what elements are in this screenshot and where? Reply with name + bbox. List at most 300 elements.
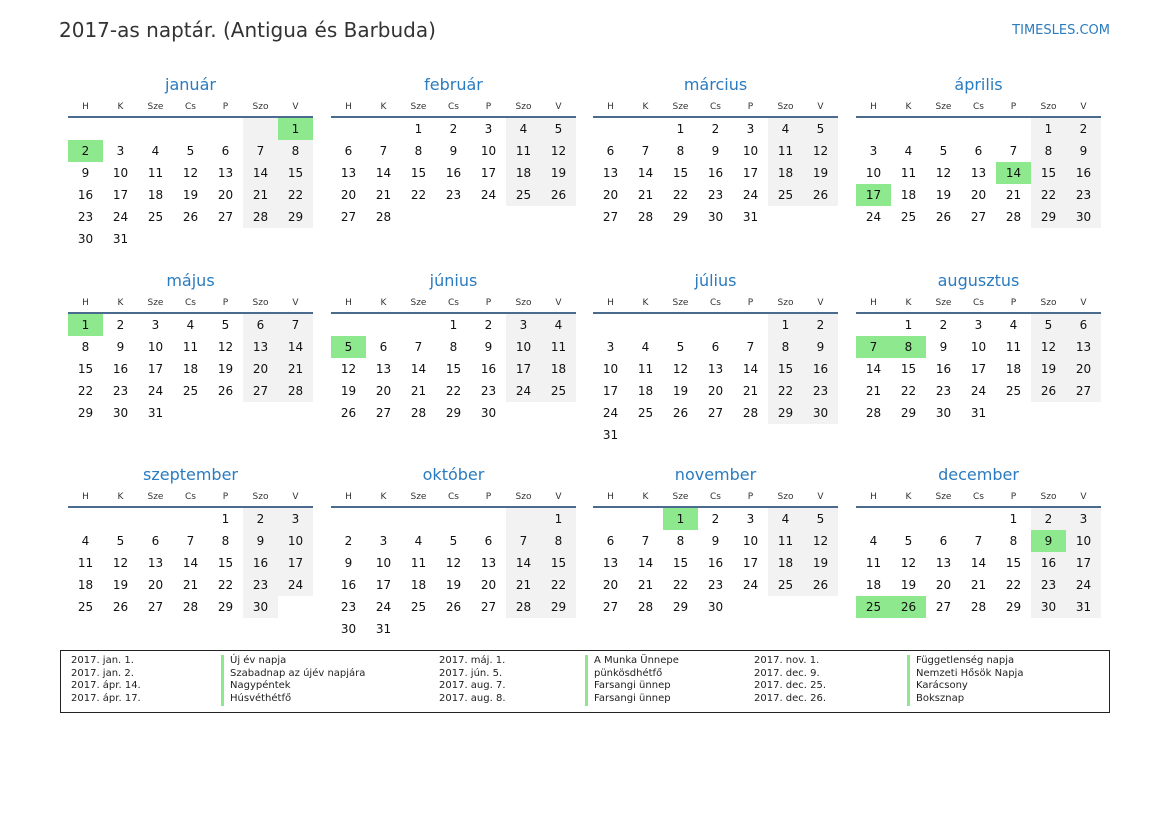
day-cell: 23 xyxy=(480,384,497,398)
day-cell: 26 xyxy=(541,184,576,206)
month-name: augusztus xyxy=(937,271,1020,290)
holiday-date: 2017. ápr. 14. xyxy=(71,680,141,692)
day-cell: 18 xyxy=(768,162,803,184)
empty-day-cell xyxy=(1031,402,1066,424)
empty-day-cell xyxy=(173,508,208,530)
weekday-label: Sze xyxy=(672,102,689,112)
day-cell: 9 xyxy=(1066,140,1101,162)
empty-day-cell xyxy=(506,508,541,530)
holiday-name: Új év napja xyxy=(221,655,365,668)
weekday-label: Szo xyxy=(515,492,532,502)
empty-day-cell xyxy=(768,206,803,228)
month-name: május xyxy=(166,271,215,290)
month-calendar xyxy=(593,464,838,618)
empty-day-cell xyxy=(138,118,173,140)
day-cell: 26 xyxy=(340,406,357,420)
day-cell: 30 xyxy=(480,406,497,420)
day-cell: 23 xyxy=(1031,574,1066,596)
day-cell: 15 xyxy=(278,162,313,184)
day-cell: 29 xyxy=(672,600,689,614)
day-cell: 31 xyxy=(1066,596,1101,618)
weekday-header xyxy=(856,98,1101,116)
month-calendar xyxy=(856,464,1101,618)
day-cell: 11 xyxy=(77,556,94,570)
day-grid xyxy=(331,508,576,640)
day-cell: 8 xyxy=(676,534,685,548)
day-cell: 4 xyxy=(81,534,90,548)
day-cell: 31 xyxy=(147,406,164,420)
day-cell: 4 xyxy=(414,534,423,548)
day-cell: 15 xyxy=(77,362,94,376)
day-cell: 25 xyxy=(768,184,803,206)
day-cell: 5 xyxy=(803,508,838,530)
day-cell: 27 xyxy=(602,600,619,614)
day-cell: 18 xyxy=(182,362,199,376)
day-cell: 28 xyxy=(1005,210,1022,224)
day-cell: 16 xyxy=(243,552,278,574)
day-cell: 28 xyxy=(410,406,427,420)
day-cell: 12 xyxy=(1031,336,1066,358)
day-cell: 4 xyxy=(1009,318,1018,332)
day-cell: 28 xyxy=(970,600,987,614)
day-cell: 30 xyxy=(707,600,724,614)
empty-day-cell xyxy=(768,424,803,446)
holiday-date: 2017. jan. 1. xyxy=(71,655,134,666)
day-cell: 18 xyxy=(900,188,917,202)
weekday-header xyxy=(593,98,838,116)
day-cell: 4 xyxy=(641,340,650,354)
day-cell: 9 xyxy=(711,534,720,548)
weekday-label: Cs xyxy=(448,102,459,112)
day-cell: 26 xyxy=(803,574,838,596)
day-cell: 24 xyxy=(278,574,313,596)
holiday-name: A Munka Ünnepe xyxy=(585,655,679,668)
weekday-label: Sze xyxy=(410,298,427,308)
day-grid xyxy=(593,118,838,228)
day-cell: 28 xyxy=(742,406,759,420)
day-cell: 30 xyxy=(77,232,94,246)
empty-day-cell xyxy=(138,228,173,250)
day-cell: 29 xyxy=(445,406,462,420)
day-cell: 8 xyxy=(221,534,230,548)
month-calendar xyxy=(68,74,313,250)
day-cell: 27 xyxy=(375,406,392,420)
day-cell: 10 xyxy=(112,166,129,180)
day-cell: 16 xyxy=(445,166,462,180)
day-cell: 1 xyxy=(541,508,576,530)
month-name: július xyxy=(694,271,737,290)
day-cell: 28 xyxy=(243,206,278,228)
day-cell: 2 xyxy=(803,314,838,336)
empty-day-cell xyxy=(68,118,103,140)
day-cell: 17 xyxy=(112,188,129,202)
day-cell: 8 xyxy=(541,530,576,552)
weekday-label: K xyxy=(905,102,912,112)
holiday-legend xyxy=(60,650,1110,713)
day-cell: 20 xyxy=(375,384,392,398)
day-cell: 21 xyxy=(506,574,541,596)
day-cell: 25 xyxy=(768,574,803,596)
weekday-label: P xyxy=(1010,298,1017,308)
holiday-name: Húsvéthétfő xyxy=(221,693,365,706)
empty-day-cell xyxy=(173,228,208,250)
day-cell: 18 xyxy=(77,578,94,592)
day-cell: 21 xyxy=(637,578,654,592)
day-cell: 29 xyxy=(77,406,94,420)
day-cell: 5 xyxy=(541,118,576,140)
weekday-label: P xyxy=(747,102,754,112)
weekday-label: K xyxy=(380,298,387,308)
month-calendar xyxy=(856,270,1101,424)
day-cell: 6 xyxy=(606,534,615,548)
day-cell: 11 xyxy=(900,166,917,180)
day-cell: 24 xyxy=(1066,574,1101,596)
day-cell: 28 xyxy=(637,210,654,224)
day-cell: 10 xyxy=(602,362,619,376)
day-cell: 2 xyxy=(939,318,948,332)
day-cell: 14 xyxy=(278,336,313,358)
day-cell: 14 xyxy=(865,362,882,376)
day-cell: 3 xyxy=(116,144,125,158)
weekday-label: K xyxy=(117,102,124,112)
day-cell: 1 xyxy=(904,318,913,332)
day-cell: 9 xyxy=(711,144,720,158)
weekday-label: Cs xyxy=(185,102,196,112)
weekday-label: V xyxy=(555,102,562,112)
month-name: november xyxy=(674,465,757,484)
weekday-label: Szo xyxy=(515,102,532,112)
day-cell: 17 xyxy=(480,166,497,180)
empty-day-cell xyxy=(436,618,471,640)
day-cell: 3 xyxy=(746,122,755,136)
day-cell: 1 xyxy=(1031,118,1066,140)
day-cell: 19 xyxy=(803,162,838,184)
day-cell: 20 xyxy=(602,188,619,202)
day-cell: 6 xyxy=(221,144,230,158)
day-cell: 16 xyxy=(707,556,724,570)
day-cell: 4 xyxy=(768,118,803,140)
day-cell: 7 xyxy=(641,144,650,158)
day-cell: 13 xyxy=(602,166,619,180)
day-cell: 1 xyxy=(1009,512,1018,526)
day-cell: 23 xyxy=(77,210,94,224)
day-cell: 22 xyxy=(77,384,94,398)
day-cell: 15 xyxy=(217,556,234,570)
day-cell: 25 xyxy=(506,184,541,206)
weekday-label: Szo xyxy=(777,492,794,502)
day-cell: 10 xyxy=(506,336,541,358)
weekday-label: Cs xyxy=(710,298,721,308)
empty-day-cell xyxy=(208,402,243,424)
day-cell: 14 xyxy=(742,362,759,376)
day-cell: 30 xyxy=(935,406,952,420)
empty-day-cell xyxy=(663,314,698,336)
day-cell: 18 xyxy=(865,578,882,592)
day-cell: 3 xyxy=(869,144,878,158)
day-cell: 23 xyxy=(112,384,129,398)
day-cell: 9 xyxy=(81,166,90,180)
empty-day-cell xyxy=(628,424,663,446)
day-cell: 16 xyxy=(480,362,497,376)
day-grid xyxy=(593,508,838,618)
empty-day-cell xyxy=(698,424,733,446)
empty-day-cell xyxy=(961,508,996,530)
empty-day-cell xyxy=(401,618,436,640)
day-cell: 25 xyxy=(900,210,917,224)
day-cell: 18 xyxy=(147,188,164,202)
day-cell: 24 xyxy=(480,188,497,202)
weekday-label: Szo xyxy=(777,298,794,308)
day-cell: 7 xyxy=(186,534,195,548)
day-cell: 27 xyxy=(970,210,987,224)
day-cell: 17 xyxy=(602,384,619,398)
day-cell: 14 xyxy=(637,556,654,570)
empty-day-cell xyxy=(208,228,243,250)
weekday-label: H xyxy=(607,102,614,112)
day-cell: 24 xyxy=(602,406,619,420)
empty-day-cell xyxy=(733,424,768,446)
day-cell: 27 xyxy=(243,380,278,402)
weekday-label: K xyxy=(905,492,912,502)
weekday-label: Cs xyxy=(710,102,721,112)
day-cell: 11 xyxy=(182,340,199,354)
weekday-header xyxy=(331,294,576,312)
empty-day-cell xyxy=(243,118,278,140)
holiday-date: 2017. dec. 25. xyxy=(754,680,827,692)
day-cell: 14 xyxy=(243,162,278,184)
day-cell: 5 xyxy=(1031,314,1066,336)
holiday-date: 2017. máj. 1. xyxy=(439,655,506,666)
empty-day-cell xyxy=(628,118,663,140)
day-grid xyxy=(68,508,313,618)
weekday-label: H xyxy=(345,298,352,308)
month-name: február xyxy=(424,75,483,94)
day-cell: 20 xyxy=(935,578,952,592)
day-cell: 31 xyxy=(742,210,759,224)
day-cell: 17 xyxy=(506,358,541,380)
day-cell: 12 xyxy=(672,362,689,376)
weekday-label: V xyxy=(1080,102,1087,112)
day-cell: 27 xyxy=(480,600,497,614)
day-cell: 25 xyxy=(541,380,576,402)
holiday-day-cell: 7 xyxy=(856,336,891,358)
day-cell: 8 xyxy=(676,144,685,158)
holiday-names-col-3 xyxy=(907,655,1023,706)
empty-day-cell xyxy=(768,596,803,618)
weekday-label: Cs xyxy=(973,102,984,112)
weekday-label: Sze xyxy=(410,492,427,502)
month-name: december xyxy=(938,465,1019,484)
day-cell: 9 xyxy=(243,530,278,552)
day-cell: 10 xyxy=(742,144,759,158)
holiday-name: Farsangi ünnep xyxy=(585,693,679,706)
day-cell: 5 xyxy=(221,318,230,332)
day-cell: 14 xyxy=(410,362,427,376)
month-name: október xyxy=(422,465,485,484)
day-cell: 7 xyxy=(1009,144,1018,158)
weekday-header xyxy=(593,488,838,506)
day-cell: 15 xyxy=(900,362,917,376)
empty-day-cell xyxy=(278,228,313,250)
day-cell: 9 xyxy=(803,336,838,358)
day-cell: 11 xyxy=(768,530,803,552)
day-cell: 22 xyxy=(1031,184,1066,206)
day-grid xyxy=(856,314,1101,424)
day-cell: 29 xyxy=(900,406,917,420)
day-cell: 26 xyxy=(672,406,689,420)
weekday-label: P xyxy=(747,492,754,502)
weekday-label: Cs xyxy=(448,492,459,502)
day-cell: 12 xyxy=(900,556,917,570)
day-cell: 30 xyxy=(1066,206,1101,228)
day-cell: 8 xyxy=(768,336,803,358)
day-cell: 1 xyxy=(414,122,423,136)
holiday-day-cell: 26 xyxy=(891,596,926,618)
day-cell: 22 xyxy=(541,574,576,596)
empty-day-cell xyxy=(138,508,173,530)
holiday-name: Boksznap xyxy=(907,693,1023,706)
day-cell: 17 xyxy=(375,578,392,592)
day-cell: 25 xyxy=(77,600,94,614)
day-cell: 26 xyxy=(445,600,462,614)
day-cell: 7 xyxy=(414,340,423,354)
day-cell: 28 xyxy=(637,600,654,614)
weekday-label: V xyxy=(1080,492,1087,502)
day-cell: 21 xyxy=(182,578,199,592)
day-cell: 17 xyxy=(147,362,164,376)
day-cell: 13 xyxy=(1066,336,1101,358)
month-name: március xyxy=(683,75,748,94)
weekday-label: Szo xyxy=(1040,492,1057,502)
site-link[interactable]: TIMESLES.COM xyxy=(1012,23,1110,38)
day-cell: 5 xyxy=(449,534,458,548)
weekday-header xyxy=(68,98,313,116)
holiday-names-col-1 xyxy=(221,655,365,706)
day-cell: 8 xyxy=(449,340,458,354)
weekday-label: Sze xyxy=(410,102,427,112)
day-cell: 22 xyxy=(900,384,917,398)
day-cell: 12 xyxy=(182,166,199,180)
day-cell: 5 xyxy=(939,144,948,158)
empty-day-cell xyxy=(366,508,401,530)
day-cell: 19 xyxy=(112,578,129,592)
holiday-date: 2017. dec. 26. xyxy=(754,693,827,705)
day-cell: 21 xyxy=(637,188,654,202)
day-cell: 16 xyxy=(707,166,724,180)
weekday-label: V xyxy=(817,102,824,112)
empty-day-cell xyxy=(541,618,576,640)
holiday-date: 2017. nov. 1. xyxy=(754,655,820,666)
day-cell: 9 xyxy=(449,144,458,158)
day-cell: 10 xyxy=(1066,530,1101,552)
weekday-label: Szo xyxy=(515,298,532,308)
weekday-label: Cs xyxy=(973,298,984,308)
day-cell: 12 xyxy=(541,140,576,162)
holiday-day-cell: 1 xyxy=(663,508,698,530)
day-cell: 29 xyxy=(1005,600,1022,614)
day-cell: 23 xyxy=(707,578,724,592)
weekday-label: H xyxy=(345,102,352,112)
day-cell: 17 xyxy=(970,362,987,376)
weekday-label: Sze xyxy=(935,102,952,112)
day-cell: 19 xyxy=(217,362,234,376)
day-cell: 12 xyxy=(803,140,838,162)
holiday-name: Függetlenség napja xyxy=(907,655,1023,668)
weekday-label: Sze xyxy=(935,492,952,502)
empty-day-cell xyxy=(401,314,436,336)
day-cell: 13 xyxy=(970,166,987,180)
day-cell: 10 xyxy=(480,144,497,158)
day-cell: 22 xyxy=(445,384,462,398)
day-cell: 17 xyxy=(1066,552,1101,574)
day-cell: 26 xyxy=(112,600,129,614)
day-cell: 3 xyxy=(606,340,615,354)
day-cell: 20 xyxy=(1066,358,1101,380)
day-cell: 20 xyxy=(970,188,987,202)
day-cell: 16 xyxy=(1031,552,1066,574)
day-cell: 10 xyxy=(742,534,759,548)
day-cell: 22 xyxy=(1005,578,1022,592)
day-grid xyxy=(331,118,576,228)
day-cell: 26 xyxy=(1031,380,1066,402)
holiday-day-cell: 1 xyxy=(278,118,313,140)
holiday-day-cell: 1 xyxy=(68,314,103,336)
empty-day-cell xyxy=(733,596,768,618)
month-calendar xyxy=(331,464,576,640)
holiday-dates-col-2 xyxy=(439,655,506,706)
holiday-day-cell: 5 xyxy=(331,336,366,358)
day-cell: 12 xyxy=(217,340,234,354)
weekday-label: H xyxy=(870,102,877,112)
day-cell: 29 xyxy=(217,600,234,614)
empty-day-cell xyxy=(926,118,961,140)
holiday-date: 2017. aug. 7. xyxy=(439,680,506,692)
day-cell: 11 xyxy=(541,336,576,358)
day-grid xyxy=(68,314,313,424)
weekday-label: K xyxy=(905,298,912,308)
day-cell: 14 xyxy=(506,552,541,574)
day-cell: 24 xyxy=(865,210,882,224)
day-cell: 29 xyxy=(768,402,803,424)
weekday-label: P xyxy=(222,102,229,112)
holiday-dates-col-1 xyxy=(71,655,141,706)
day-cell: 15 xyxy=(1005,556,1022,570)
day-cell: 20 xyxy=(602,578,619,592)
empty-day-cell xyxy=(278,402,313,424)
weekday-label: Cs xyxy=(185,492,196,502)
weekday-label: K xyxy=(642,492,649,502)
day-cell: 10 xyxy=(278,530,313,552)
empty-day-cell xyxy=(331,118,366,140)
month-calendar xyxy=(593,74,838,228)
empty-day-cell xyxy=(996,118,1031,140)
weekday-label: Sze xyxy=(147,492,164,502)
day-cell: 9 xyxy=(484,340,493,354)
empty-day-cell xyxy=(996,402,1031,424)
day-cell: 6 xyxy=(606,144,615,158)
weekday-label: Szo xyxy=(252,102,269,112)
day-cell: 3 xyxy=(1066,508,1101,530)
day-cell: 3 xyxy=(506,314,541,336)
weekday-label: H xyxy=(870,298,877,308)
weekday-label: P xyxy=(222,298,229,308)
month-calendar xyxy=(68,464,313,618)
day-cell: 15 xyxy=(768,358,803,380)
day-cell: 27 xyxy=(1066,380,1101,402)
day-cell: 31 xyxy=(375,622,392,636)
day-cell: 4 xyxy=(869,534,878,548)
day-cell: 7 xyxy=(974,534,983,548)
